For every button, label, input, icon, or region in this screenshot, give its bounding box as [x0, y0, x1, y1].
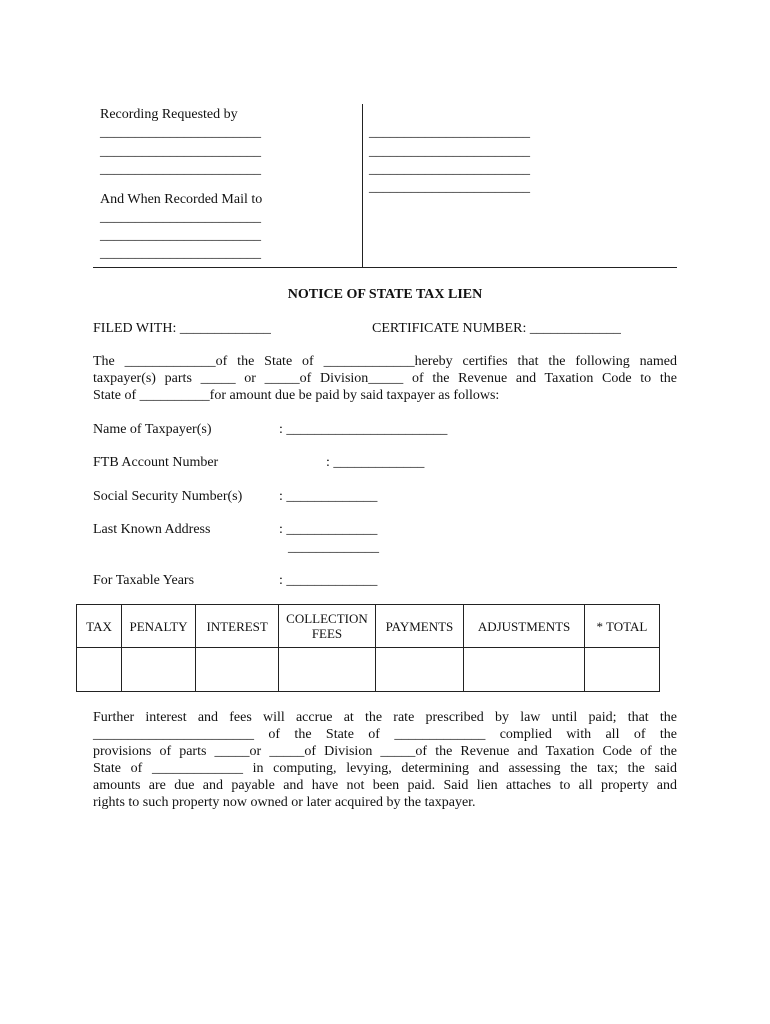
- cell-collection-fees[interactable]: [279, 648, 375, 692]
- closing-line: _______________________ of the State of _____________ complied with all of the: [93, 727, 677, 742]
- blank-line: _______________________: [369, 144, 530, 159]
- recorded-mail-label: And When Recorded Mail to: [100, 192, 263, 207]
- blank-line: _______________________: [100, 210, 261, 225]
- certificate-number: CERTIFICATE NUMBER: _____________: [372, 321, 621, 336]
- header-interest: INTEREST: [196, 605, 279, 648]
- intro-line: State of __________for amount due be paid by said taxpayer as follows:: [93, 388, 500, 403]
- taxpayer-name-value: : _______________________: [279, 422, 448, 437]
- cell-interest[interactable]: [196, 648, 279, 692]
- intro-paragraph: [93, 353, 677, 404]
- intro-line: The _____________of the State of _____________hereby certifies that the following named: [93, 354, 677, 369]
- taxable-years-value: : _____________: [279, 573, 378, 588]
- blank-line: _______________________: [369, 180, 530, 195]
- closing-line: Further interest and fees will accrue at the rate prescribed by law until paid; that the: [93, 710, 677, 725]
- cell-tax[interactable]: [77, 648, 122, 692]
- blank-line: _______________________: [100, 228, 261, 243]
- table-header-row: [77, 605, 660, 648]
- header-adjustments: ADJUSTMENTS: [464, 605, 585, 648]
- blank-line: _______________________: [100, 162, 261, 177]
- document-title: NOTICE OF STATE TAX LIEN: [287, 287, 483, 302]
- cell-penalty[interactable]: [122, 648, 196, 692]
- cell-total[interactable]: [584, 648, 659, 692]
- header-tax: TAX: [77, 605, 122, 648]
- ssn-value: : _____________: [279, 489, 378, 504]
- recording-requested-label: Recording Requested by: [100, 107, 238, 122]
- cell-payments[interactable]: [375, 648, 464, 692]
- ftb-account-label: FTB Account Number: [93, 455, 219, 470]
- ftb-account-value: : _____________: [326, 455, 425, 470]
- header-total: * TOTAL: [584, 605, 659, 648]
- header-divider-horizontal: [93, 267, 677, 268]
- address-value: : _____________: [279, 522, 378, 537]
- blank-line: _______________________: [100, 125, 261, 140]
- header-penalty: PENALTY: [122, 605, 196, 648]
- tax-amounts-table: [76, 604, 660, 692]
- blank-line: _______________________: [100, 246, 261, 261]
- blank-line: _______________________: [369, 162, 530, 177]
- header-collection-fees: COLLECTION FEES: [279, 605, 375, 648]
- blank-line: _______________________: [369, 125, 530, 140]
- closing-line: provisions of parts _____or _____of Division _____of the Revenue and Taxation Code of the: [93, 744, 677, 759]
- taxpayer-name-label: Name of Taxpayer(s): [93, 422, 212, 437]
- address-label: Last Known Address: [93, 522, 211, 537]
- blank-line: _______________________: [100, 144, 261, 159]
- closing-line: State of _____________ in computing, levying, determining and assessing the tax; the said: [93, 761, 677, 776]
- closing-paragraph: [93, 709, 677, 811]
- address-value-line2: _____________: [288, 540, 379, 555]
- header-divider-vertical: [362, 104, 363, 268]
- table-row: [77, 648, 660, 692]
- taxable-years-label: For Taxable Years: [93, 573, 195, 588]
- intro-line: taxpayer(s) parts _____ or _____of Division_____ of the Revenue and Taxation Code to the: [93, 371, 677, 386]
- filed-with: FILED WITH: _____________: [93, 321, 271, 336]
- header-payments: PAYMENTS: [375, 605, 464, 648]
- ssn-label: Social Security Number(s): [93, 489, 243, 504]
- cell-adjustments[interactable]: [464, 648, 585, 692]
- closing-line: amounts are due and payable and have not been paid. Said lien attaches to all property and: [93, 778, 677, 793]
- closing-line: rights to such property now owned or later acquired by the taxpayer.: [93, 795, 476, 810]
